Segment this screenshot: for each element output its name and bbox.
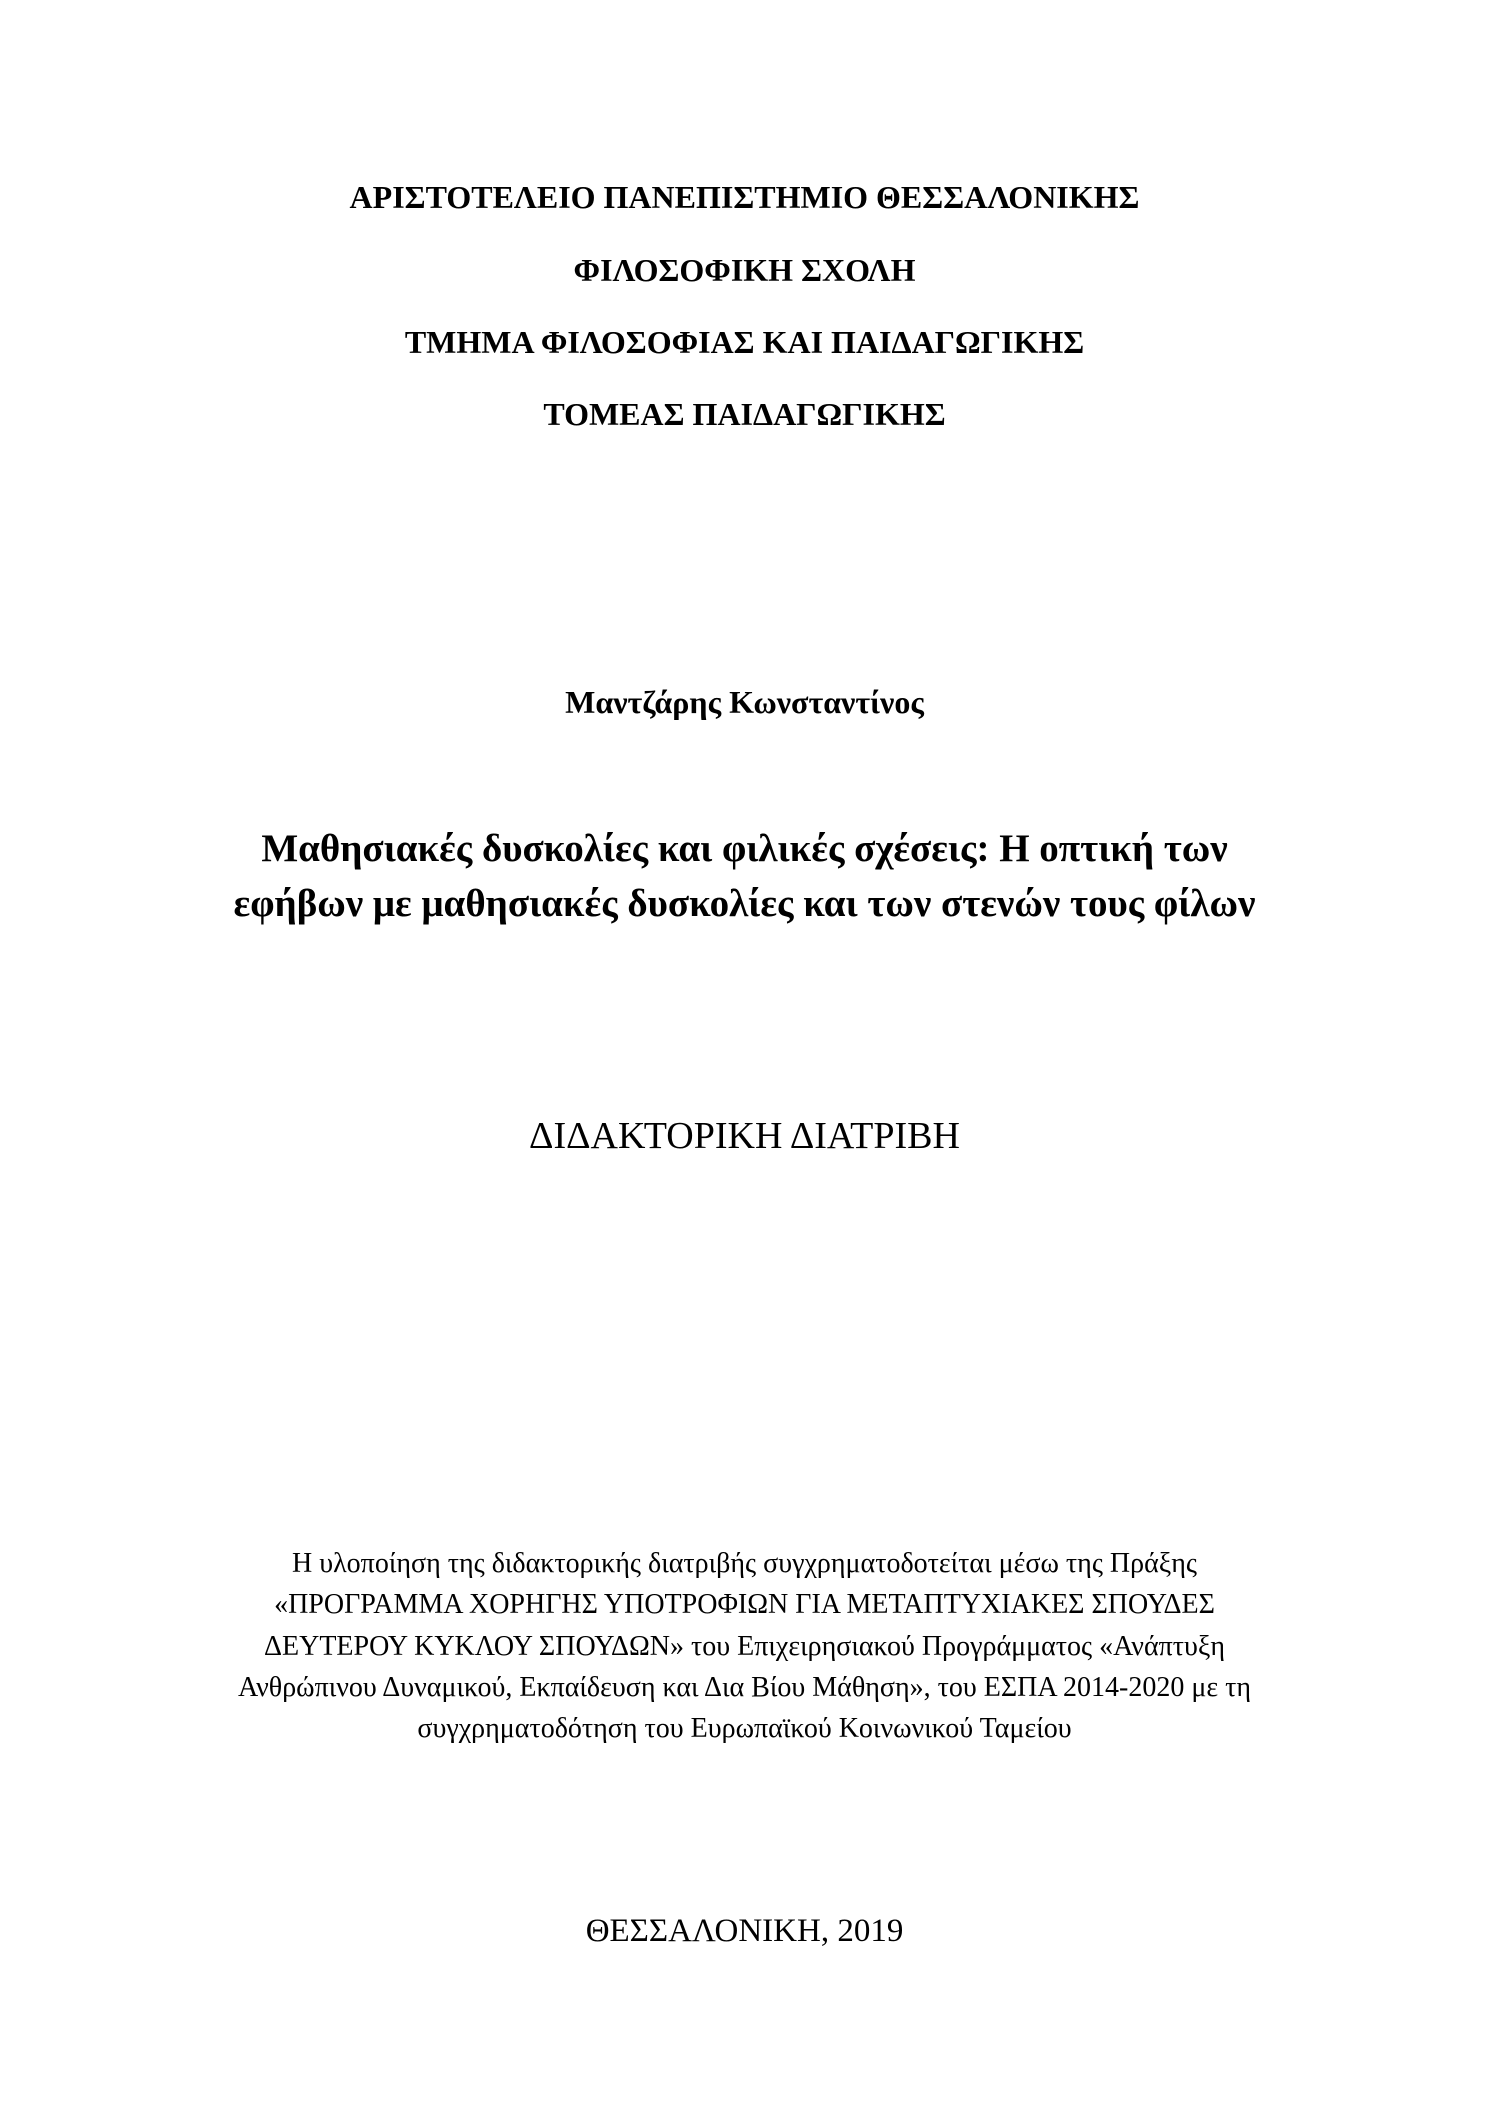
document-type: ΔΙΔΑΚΤΟΡΙΚΗ ΔΙΑΤΡΙΒΗ <box>529 1115 960 1157</box>
author-name: Μαντζάρης Κωνσταντίνος <box>565 684 924 720</box>
funding-note-line-2: «ΠΡΟΓΡΑΜΜΑ ΧΟΡΗΓΗΣ ΥΠΟΤΡΟΦΙΩΝ ΓΙΑ ΜΕΤΑΠΤΥΧΙΑΚΕΣ ΣΠΟΥΔΕΣ <box>274 1589 1215 1620</box>
school-name: ΦΙΛΟΣΟΦΙΚΗ ΣΧΟΛΗ <box>573 252 916 288</box>
funding-note-line-3: ΔΕΥΤΕΡΟΥ ΚΥΚΛΟΥ ΣΠΟΥΔΩΝ» του Επιχειρησιακού Προγράμματος «Ανάπτυξη <box>263 1631 1225 1662</box>
funding-note-line-1: Η υλοποίηση της διδακτορικής διατριβής συγχρηματοδοτείται μέσω της Πράξης <box>292 1548 1197 1579</box>
department-name: ΤΜΗΜΑ ΦΙΛΟΣΟΦΙΑΣ ΚΑΙ ΠΑΙΔΑΓΩΓΙΚΗΣ <box>404 324 1085 360</box>
thesis-title-line-2: εφήβων με μαθησιακές δυσκολίες και των στενών τους φίλων <box>233 882 1256 925</box>
funding-note-line-5: συγχρηματοδότηση του Ευρωπαϊκού Κοινωνικού Ταμείου <box>417 1713 1072 1744</box>
sector-name: ΤΟΜΕΑΣ ΠΑΙΔΑΓΩΓΙΚΗΣ <box>543 396 946 432</box>
university-name: ΑΡΙΣΤΟΤΕΛΕΙΟ ΠΑΝΕΠΙΣΤΗΜΙΟ ΘΕΣΣΑΛΟΝΙΚΗΣ <box>349 179 1140 215</box>
funding-note-line-4: Ανθρώπινου Δυναμικού, Εκπαίδευση και Δια Βίου Μάθηση», του ΕΣΠΑ 2014-2020 με τη <box>237 1672 1252 1703</box>
thesis-title-line-1: Μαθησιακές δυσκολίες και φιλικές σχέσεις: Η οπτική των <box>261 827 1228 870</box>
place-and-year: ΘΕΣΣΑΛΟΝΙΚΗ, 2019 <box>585 1913 904 1949</box>
